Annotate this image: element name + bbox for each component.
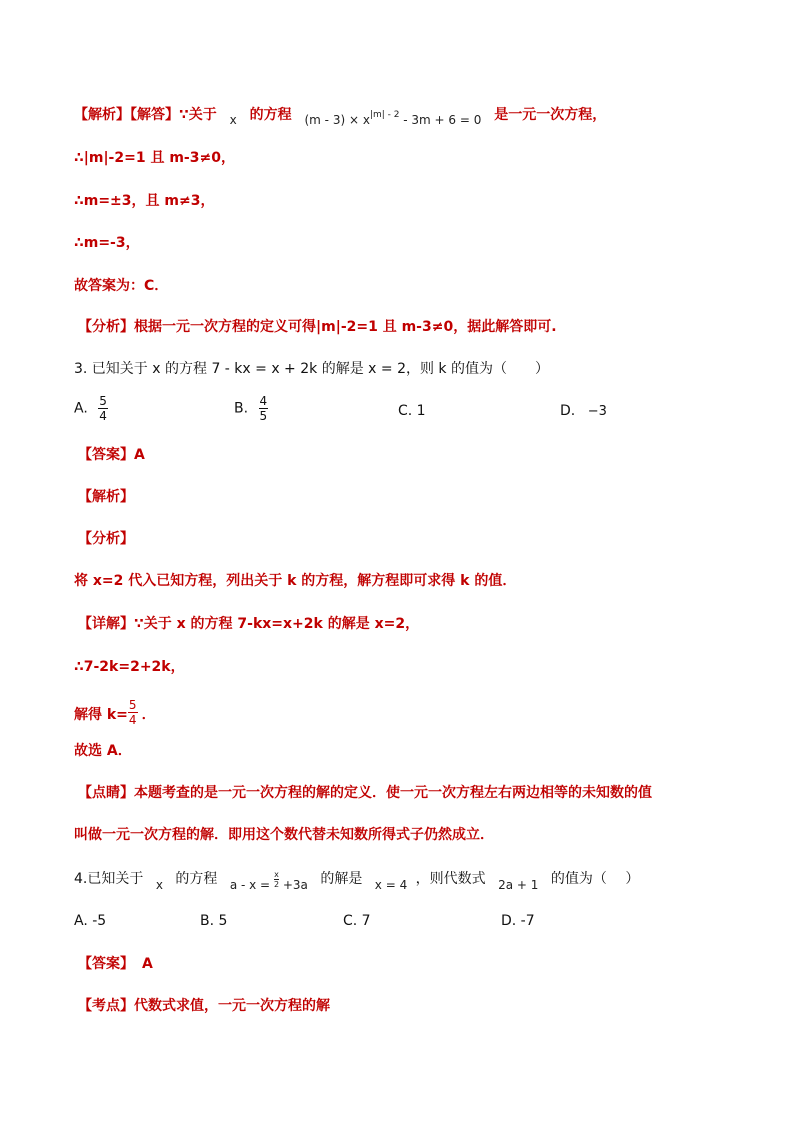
jiexi-heading: 【解析】: [78, 489, 134, 505]
analysis-heading: 【分析】: [78, 531, 134, 547]
solution-line-2: ∴|m|-2=1 且 m-3≠0，: [74, 150, 235, 166]
solution-tag: 【解析】【解答】: [74, 107, 179, 123]
answer-line: 故答案为：C．: [74, 278, 169, 294]
q4-option-b: B. 5: [200, 913, 228, 929]
comment-line-1: 【点睛】本题考查的是一元一次方程的解的定义．使一元一次方程左右两边相等的未知数的值: [78, 785, 652, 801]
fraction-x-2: $\frac{x}{2}$: [273, 870, 280, 889]
step-line-2: 解得 k= $\frac{5}{4}$ ．: [74, 698, 156, 727]
solution-line-3: ∴m=±3，且 m≠3，: [74, 193, 215, 209]
q4-kaodian: 【考点】代数式求值，一元一次方程的解: [78, 998, 330, 1014]
q4-option-a: A. -5: [74, 913, 107, 929]
step-line-1: ∴7-2k=2+2k，: [74, 659, 185, 675]
option-c: C. 1: [398, 403, 426, 419]
analysis-text: 将 x=2 代入已知方程，列出关于 k 的方程，解方程即可求得 k 的值．: [74, 573, 517, 589]
question-3-stem: 3. 已知关于 x 的方程 7 - kx = x + 2k 的解是 x = 2，则 k 的值为（ ）: [74, 361, 549, 377]
option-d: D. −3: [560, 403, 607, 419]
comment-line-2: 叫做一元一次方程的解．即用这个数代替未知数所得式子仍然成立．: [74, 827, 494, 843]
q4-answer: 【答案】 A: [78, 956, 153, 972]
solution-line-1: 【解析】【解答】∵关于 x 的方程 $(m - 3) \times x^{|m| - 2} - 3m + 6 = 0$ 是一元一次方程，: [74, 107, 607, 127]
answer-tag: 【答案】A: [78, 447, 145, 463]
fraction-4-5: $\frac{4}{5}$: [259, 394, 268, 423]
q4-option-d: D. -7: [501, 913, 535, 929]
equation: $(m - 3) \times x^{|m| - 2} - 3m + 6 = 0$: [304, 110, 482, 127]
q4-option-c: C. 7: [343, 913, 371, 929]
choose-line: 故选 A．: [74, 743, 132, 759]
option-b: B. $\frac{4}{5}$: [234, 394, 268, 423]
question-4-stem: 4.已知关于 x 的方程 a - x = $\frac{x}{2}$ +3a 的解是 x = 4 ，则代数式 2a + 1 的值为（ ）: [74, 870, 640, 892]
solution-line-4: ∴m=-3，: [74, 235, 140, 251]
analysis-line: 【分析】根据一元一次方程的定义可得|m|-2=1 且 m-3≠0，据此解答即可.: [78, 319, 557, 335]
option-a: A. $\frac{5}{4}$: [74, 394, 107, 423]
fraction-5-4-result: $\frac{5}{4}$: [128, 698, 137, 727]
fraction-5-4: $\frac{5}{4}$: [99, 394, 107, 423]
equation-4: a - x = $\frac{x}{2}$ +3a: [229, 870, 308, 892]
detail-line: 【详解】∵关于 x 的方程 7-kx=x+2k 的解是 x=2，: [78, 616, 420, 632]
